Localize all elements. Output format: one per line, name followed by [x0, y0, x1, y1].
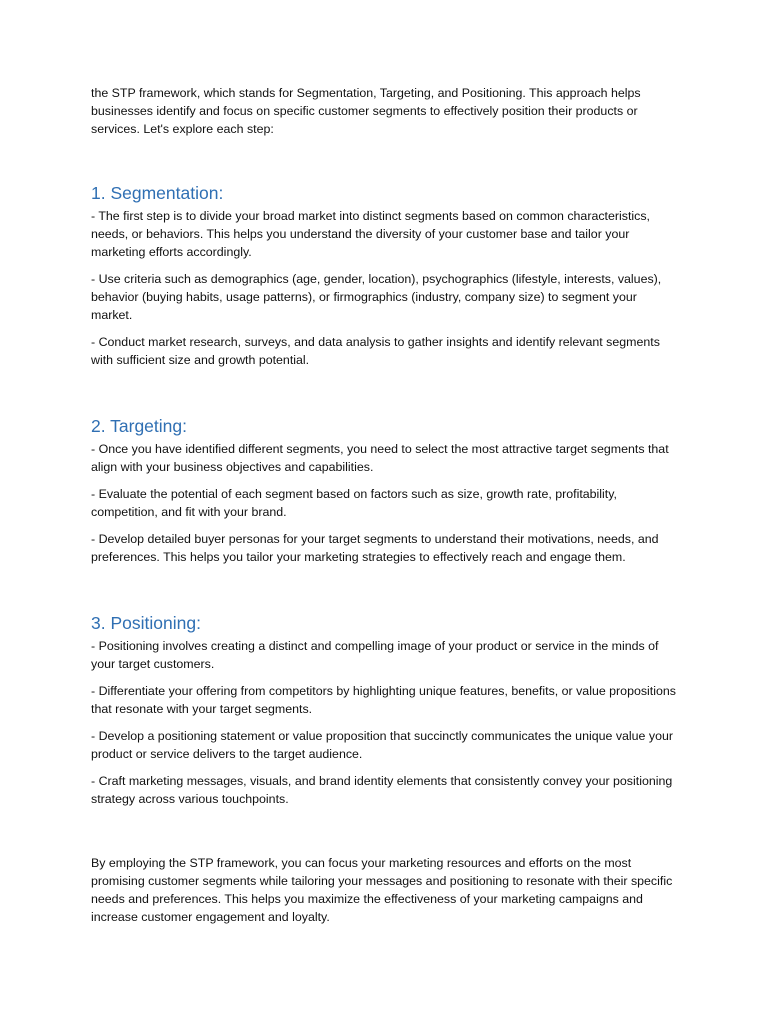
- section-positioning: [91, 612, 681, 808]
- section-heading: 2. Targeting:: [91, 416, 187, 436]
- section-targeting: [91, 415, 681, 566]
- bullet-paragraph: - Differentiate your offering from competitors by highlighting unique features, benefits, or value propositions that resonate with your target segments.: [91, 684, 676, 716]
- section-heading: 1. Segmentation:: [91, 183, 224, 203]
- bullet-paragraph: - Evaluate the potential of each segment based on factors such as size, growth rate, profitability, competition, and fit with your brand.: [91, 487, 617, 519]
- section-segmentation: [91, 182, 681, 369]
- section-heading: 3. Positioning:: [91, 613, 201, 633]
- intro-paragraph: the STP framework, which stands for Segmentation, Targeting, and Positioning. This approach helps businesses identify and focus on specific customer segments to effectively position their products or services. Let's explore each step:: [91, 86, 641, 136]
- bullet-paragraph: - Once you have identified different segments, you need to select the most attractive target segments that align with your business objectives and capabilities.: [91, 442, 669, 474]
- bullet-paragraph: - Develop detailed buyer personas for your target segments to understand their motivations, needs, and preferences. This helps you tailor your marketing strategies to effectively reach and engage them.: [91, 532, 659, 564]
- bullet-paragraph: - Use criteria such as demographics (age, gender, location), psychographics (lifestyle, interests, values), behavior (buying habits, usage patterns), or firmographics (industry, company size) to segment your market.: [91, 272, 662, 322]
- bullet-paragraph: - Craft marketing messages, visuals, and brand identity elements that consistently convey your positioning strategy across various touchpoints.: [91, 774, 673, 806]
- bullet-paragraph: - Develop a positioning statement or value proposition that succinctly communicates the unique value your product or service delivers to the target audience.: [91, 729, 673, 761]
- document-page: [91, 84, 681, 926]
- bullet-paragraph: - The first step is to divide your broad market into distinct segments based on common characteristics, needs, or behaviors. This helps you understand the diversity of your customer base and tailor your marketing efforts accordingly.: [91, 209, 650, 259]
- conclusion-paragraph: By employing the STP framework, you can focus your marketing resources and efforts on the most promising customer segments while tailoring your messages and positioning to resonate with their specific needs and preferences. This helps you maximize the effectiveness of your marketing campaigns and increase customer engagement and loyalty.: [91, 856, 673, 924]
- bullet-paragraph: - Positioning involves creating a distinct and compelling image of your product or service in the minds of your target customers.: [91, 639, 659, 671]
- bullet-paragraph: - Conduct market research, surveys, and data analysis to gather insights and identify relevant segments with sufficient size and growth potential.: [91, 335, 660, 367]
